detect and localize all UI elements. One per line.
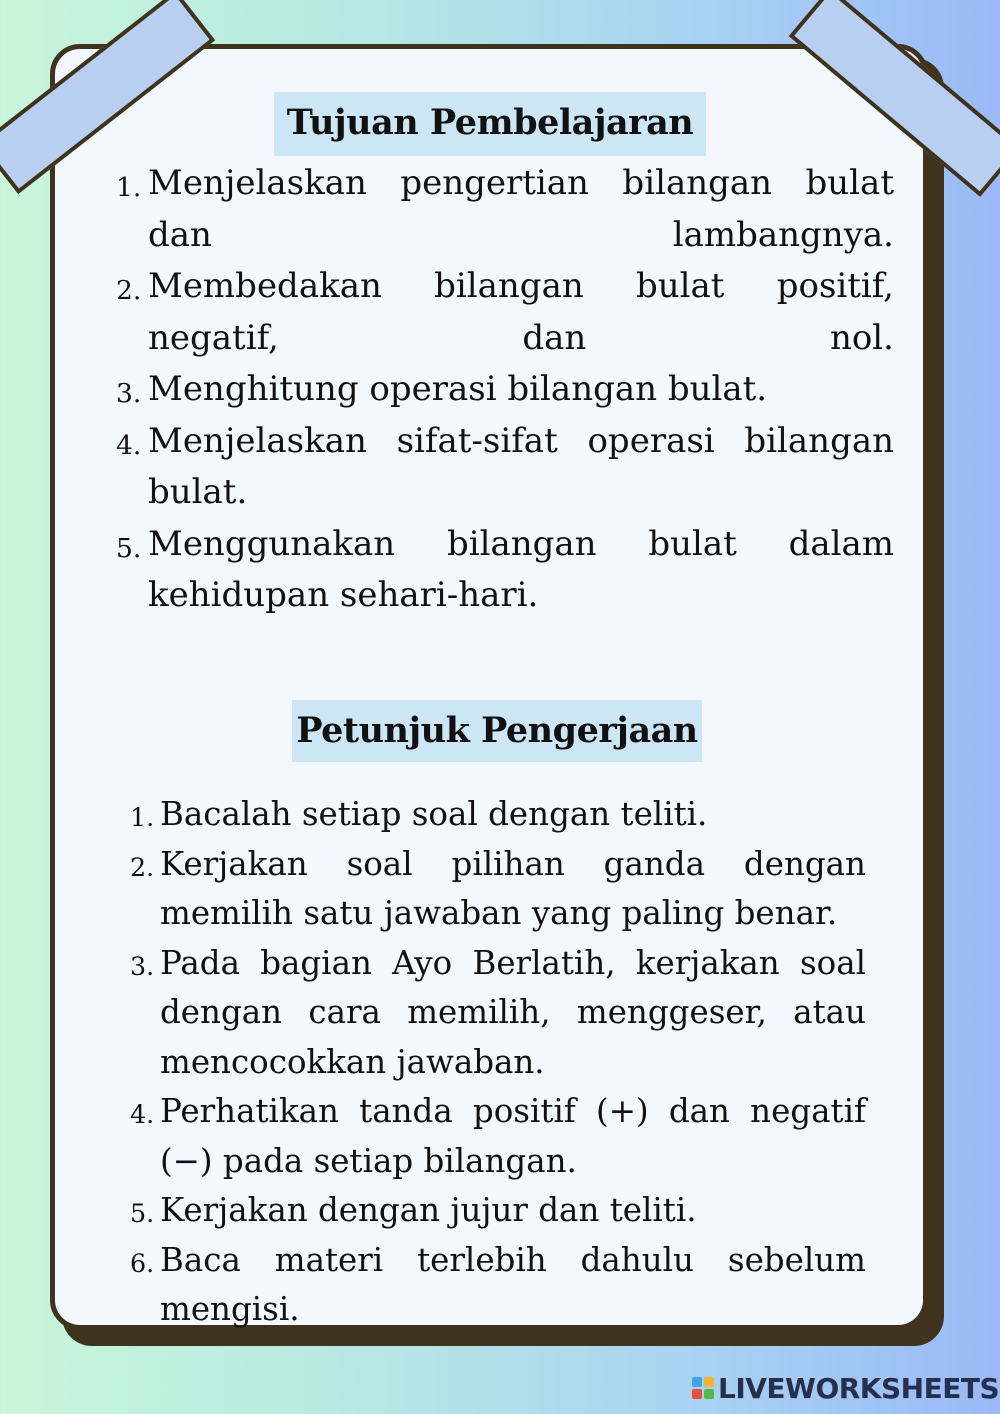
list-text: Membedakan bilangan bulat positif, negatif, dan nol. <box>148 266 894 358</box>
list-number: 1. <box>116 172 142 203</box>
list-number: 1. <box>130 802 155 832</box>
learning-objectives-list <box>116 158 894 622</box>
list-item <box>116 158 894 261</box>
list-number: 6. <box>130 1247 155 1278</box>
list-item <box>130 1087 866 1186</box>
list-text: Menggunakan bilangan bulat dalam kehidupan sehari-hari. <box>148 523 894 615</box>
liveworksheets-brand[interactable] <box>692 1372 999 1404</box>
list-text: Kerjakan soal pilihan ganda dengan memilih satu jawaban yang paling benar. <box>160 844 866 932</box>
brand-name: LIVEWORKSHEETS <box>718 1371 1000 1405</box>
list-item <box>130 1236 866 1335</box>
list-text: Baca materi terlebih dahulu sebelum mengisi. <box>160 1240 866 1328</box>
list-number: 2. <box>116 275 142 306</box>
instructions-list <box>130 790 866 1335</box>
list-item <box>130 939 866 1088</box>
list-text: Kerjakan dengan jujur dan teliti. <box>160 1191 697 1229</box>
list-text: Menjelaskan sifat-sifat operasi bilangan bulat. <box>148 420 894 512</box>
list-number: 2. <box>130 851 155 882</box>
list-text: Bacalah setiap soal dengan teliti. <box>160 795 708 833</box>
list-item <box>116 364 894 416</box>
list-text: Menghitung operasi bilangan bulat. <box>148 369 768 409</box>
list-number: 3. <box>116 378 142 409</box>
list-item <box>116 416 894 519</box>
list-item <box>116 261 894 364</box>
list-text: Pada bagian Ayo Berlatih, kerjakan soal dengan cara memilih, menggeser, atau mencocokkan jawaban. <box>160 943 866 1081</box>
section-title-learning-objectives: Tujuan Pembelajaran <box>274 92 706 156</box>
list-text: Perhatikan tanda positif (+) dan negatif (−) pada setiap bilangan. <box>160 1092 866 1180</box>
list-number: 4. <box>130 1099 155 1129</box>
list-item <box>130 840 866 939</box>
list-number: 5. <box>116 532 142 564</box>
list-number: 5. <box>130 1198 155 1228</box>
section-title-instructions: Petunjuk Pengerjaan <box>292 700 702 762</box>
list-item <box>130 1186 866 1236</box>
list-number: 3. <box>130 950 155 981</box>
liveworksheets-logo-icon <box>692 1377 714 1399</box>
list-item <box>116 519 894 622</box>
list-text: Menjelaskan pengertian bilangan bulat dan lambangnya. <box>148 163 894 255</box>
list-item <box>130 790 866 840</box>
list-number: 4. <box>116 429 142 461</box>
